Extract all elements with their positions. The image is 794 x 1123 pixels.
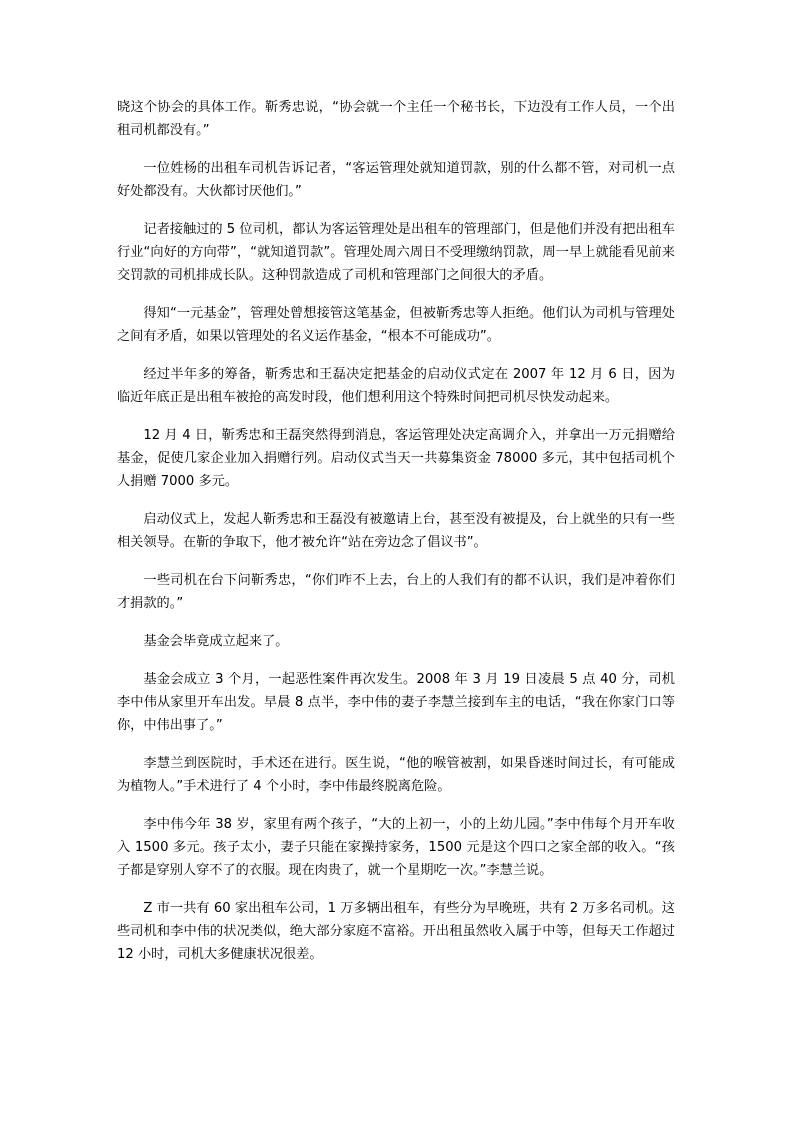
paragraph-3: 记者接触过的 5 位司机，都认为客运管理处是出租车的管理部门，但是他们并没有把出租车行业“向好的方向带”，“就知道罚款”。管理处周六周日不受理缴纳罚款，周一早上就能看见前来交罚款的司机排成长队。这种罚款造成了司机和管理部门之间很大的矛盾。 bbox=[117, 222, 675, 283]
paragraph-8: 一些司机在台下问靳秀忠，“你们咋不上去，台上的人我们有的都不认识，我们是冲着你们才捐款的。” bbox=[117, 573, 675, 611]
paragraph-13: Z 市一共有 60 家出租车公司，1 万多辆出租车，有些分为早晚班，共有 2 万多名司机。这些司机和李中伟的状况类似，绝大部分家庭不富裕。开出租虽然收入属于中等，但每天工作超过 12 小时，司机大多健康状况很差。 bbox=[117, 901, 675, 962]
paragraph-2: 一位姓杨的出租车司机告诉记者，“客运管理处就知道罚款，别的什么都不管，对司机一点好处都没有。大伙都讨厌他们。” bbox=[117, 161, 675, 199]
paragraph-7: 启动仪式上，发起人靳秀忠和王磊没有被邀请上台，甚至没有被提及，台上就坐的只有一些相关领导。在靳的争取下，他才被允许“站在旁边念了倡议书”。 bbox=[117, 512, 675, 550]
paragraph-11: 李慧兰到医院时，手术还在进行。医生说，“他的喉管被割，如果昏迷时间过长，有可能成为植物人。”手术进行了 4 个小时，李中伟最终脱离危险。 bbox=[117, 756, 675, 794]
paragraph-5: 经过半年多的筹备，靳秀忠和王磊决定把基金的启动仪式定在 2007 年 12 月 6 日，因为临近年底正是出租车被抢的高发时段，他们想利用这个特殊时间把司机尽快发动起来。 bbox=[117, 367, 675, 405]
paragraph-1: 晓这个协会的具体工作。靳秀忠说，“协会就一个主任一个秘书长，下边没有工作人员，一个出租司机都没有。” bbox=[117, 100, 675, 138]
paragraph-9: 基金会毕竟成立起来了。 bbox=[143, 634, 289, 649]
paragraph-4: 得知“一元基金”，管理处曾想接管这笔基金，但被靳秀忠等人拒绝。他们认为司机与管理处之间有矛盾，如果以管理处的名义运作基金，“根本不可能成功”。 bbox=[117, 306, 675, 344]
paragraph-10: 基金会成立 3 个月，一起恶性案件再次发生。2008 年 3 月 19 日凌晨 5 点 40 分，司机李中伟从家里开车出发。早晨 8 点半，李中伟的妻子李慧兰接到车主的电话，“我在你家门口等你，中伟出事了。” bbox=[117, 672, 675, 733]
paragraph-12: 李中伟今年 38 岁，家里有两个孩子，“大的上初一，小的上幼儿园。”李中伟每个月开车收入 1500 多元。孩子太小，妻子只能在家操持家务，1500 元是这个四口之家全部的收入。“孩子都是穿别人穿不了的衣服。现在肉贵了，就一个星期吃一次。”李慧兰说。 bbox=[117, 817, 675, 878]
paragraph-6: 12 月 4 日，靳秀忠和王磊突然得到消息，客运管理处决定高调介入，并拿出一万元捐赠给基金，促使几家企业加入捐赠行列。启动仪式当天一共募集资金 78000 多元，其中包括司机个人捐赠 7000 多元。 bbox=[117, 428, 675, 489]
document-page bbox=[117, 96, 675, 981]
